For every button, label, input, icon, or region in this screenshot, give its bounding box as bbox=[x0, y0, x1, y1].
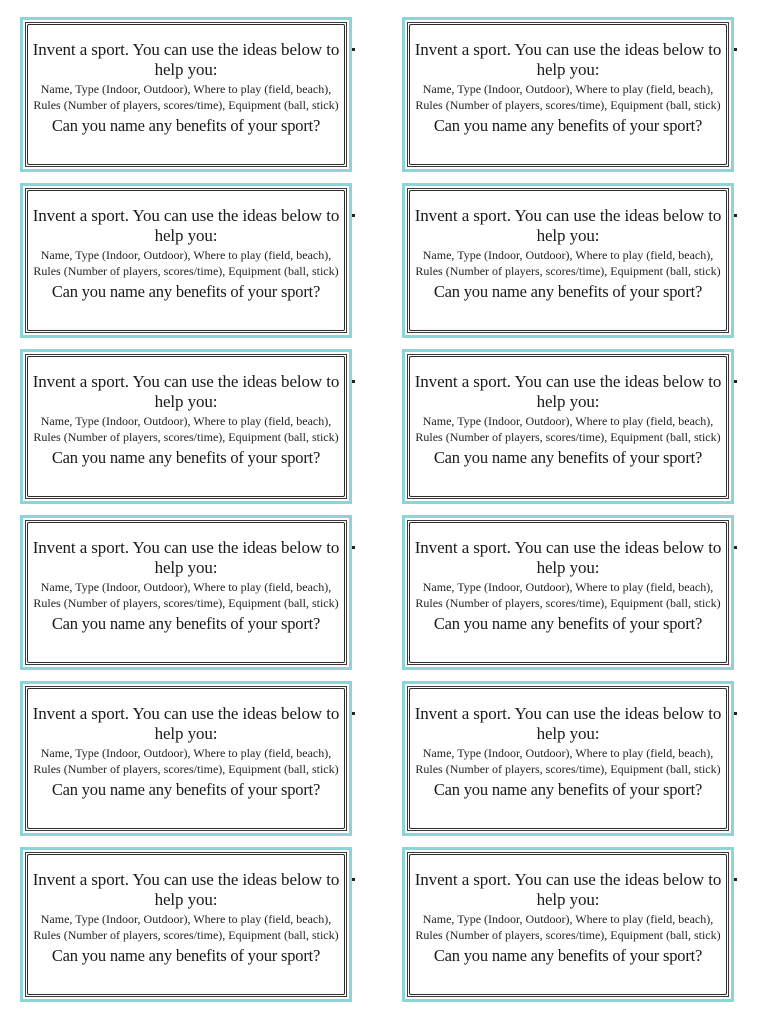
sport-card bbox=[402, 349, 734, 504]
card-question: Can you name any benefits of your sport? bbox=[433, 116, 703, 135]
card-heading: Invent a sport. You can use the ideas below to help you: bbox=[414, 704, 722, 743]
sport-card bbox=[402, 847, 734, 1002]
card-ideas: Name, Type (Indoor, Outdoor), Where to play (field, beach), Rules (Number of players, scores/time), Equipment (ball, stick) bbox=[33, 912, 339, 942]
card-ideas: Name, Type (Indoor, Outdoor), Where to play (field, beach), Rules (Number of players, scores/time), Equipment (ball, stick) bbox=[415, 912, 721, 942]
sport-card bbox=[402, 515, 734, 670]
sport-card bbox=[402, 183, 734, 338]
sport-card bbox=[402, 17, 734, 172]
card-question: Can you name any benefits of your sport? bbox=[51, 448, 321, 467]
card-ideas: Name, Type (Indoor, Outdoor), Where to play (field, beach), Rules (Number of players, scores/time), Equipment (ball, stick) bbox=[415, 414, 721, 444]
sport-card bbox=[402, 681, 734, 836]
card-heading: Invent a sport. You can use the ideas below to help you: bbox=[414, 538, 722, 577]
sport-card bbox=[20, 17, 352, 172]
card-ideas: Name, Type (Indoor, Outdoor), Where to play (field, beach), Rules (Number of players, scores/time), Equipment (ball, stick) bbox=[33, 248, 339, 278]
card-question: Can you name any benefits of your sport? bbox=[433, 282, 703, 301]
card-content bbox=[413, 870, 723, 966]
card-heading: Invent a sport. You can use the ideas below to help you: bbox=[414, 40, 722, 79]
card-question: Can you name any benefits of your sport? bbox=[51, 946, 321, 965]
card-content bbox=[413, 206, 723, 302]
card-heading: Invent a sport. You can use the ideas below to help you: bbox=[32, 206, 340, 245]
card-content bbox=[413, 372, 723, 468]
sport-card bbox=[20, 847, 352, 1002]
card-question: Can you name any benefits of your sport? bbox=[433, 780, 703, 799]
card-content bbox=[31, 538, 341, 634]
card-question: Can you name any benefits of your sport? bbox=[51, 282, 321, 301]
card-heading: Invent a sport. You can use the ideas below to help you: bbox=[32, 372, 340, 411]
card-question: Can you name any benefits of your sport? bbox=[433, 448, 703, 467]
card-heading: Invent a sport. You can use the ideas below to help you: bbox=[414, 372, 722, 411]
card-ideas: Name, Type (Indoor, Outdoor), Where to play (field, beach), Rules (Number of players, scores/time), Equipment (ball, stick) bbox=[33, 414, 339, 444]
card-content bbox=[31, 206, 341, 302]
card-content bbox=[413, 40, 723, 136]
card-heading: Invent a sport. You can use the ideas below to help you: bbox=[32, 40, 340, 79]
card-content bbox=[31, 704, 341, 800]
card-heading: Invent a sport. You can use the ideas below to help you: bbox=[32, 538, 340, 577]
sport-card bbox=[20, 681, 352, 836]
card-content bbox=[31, 372, 341, 468]
card-ideas: Name, Type (Indoor, Outdoor), Where to play (field, beach), Rules (Number of players, scores/time), Equipment (ball, stick) bbox=[415, 746, 721, 776]
sport-card bbox=[20, 515, 352, 670]
card-content bbox=[413, 704, 723, 800]
card-question: Can you name any benefits of your sport? bbox=[51, 780, 321, 799]
card-content bbox=[413, 538, 723, 634]
card-question: Can you name any benefits of your sport? bbox=[51, 614, 321, 633]
card-question: Can you name any benefits of your sport? bbox=[51, 116, 321, 135]
card-heading: Invent a sport. You can use the ideas below to help you: bbox=[32, 704, 340, 743]
card-ideas: Name, Type (Indoor, Outdoor), Where to play (field, beach), Rules (Number of players, scores/time), Equipment (ball, stick) bbox=[415, 82, 721, 112]
card-question: Can you name any benefits of your sport? bbox=[433, 614, 703, 633]
card-heading: Invent a sport. You can use the ideas below to help you: bbox=[414, 870, 722, 909]
card-ideas: Name, Type (Indoor, Outdoor), Where to play (field, beach), Rules (Number of players, scores/time), Equipment (ball, stick) bbox=[33, 82, 339, 112]
card-ideas: Name, Type (Indoor, Outdoor), Where to play (field, beach), Rules (Number of players, scores/time), Equipment (ball, stick) bbox=[415, 580, 721, 610]
sport-card bbox=[20, 349, 352, 504]
card-content bbox=[31, 40, 341, 136]
card-ideas: Name, Type (Indoor, Outdoor), Where to play (field, beach), Rules (Number of players, scores/time), Equipment (ball, stick) bbox=[33, 746, 339, 776]
card-heading: Invent a sport. You can use the ideas below to help you: bbox=[32, 870, 340, 909]
card-heading: Invent a sport. You can use the ideas below to help you: bbox=[414, 206, 722, 245]
card-content bbox=[31, 870, 341, 966]
card-ideas: Name, Type (Indoor, Outdoor), Where to play (field, beach), Rules (Number of players, scores/time), Equipment (ball, stick) bbox=[33, 580, 339, 610]
card-question: Can you name any benefits of your sport? bbox=[433, 946, 703, 965]
sport-card bbox=[20, 183, 352, 338]
card-ideas: Name, Type (Indoor, Outdoor), Where to play (field, beach), Rules (Number of players, scores/time), Equipment (ball, stick) bbox=[415, 248, 721, 278]
